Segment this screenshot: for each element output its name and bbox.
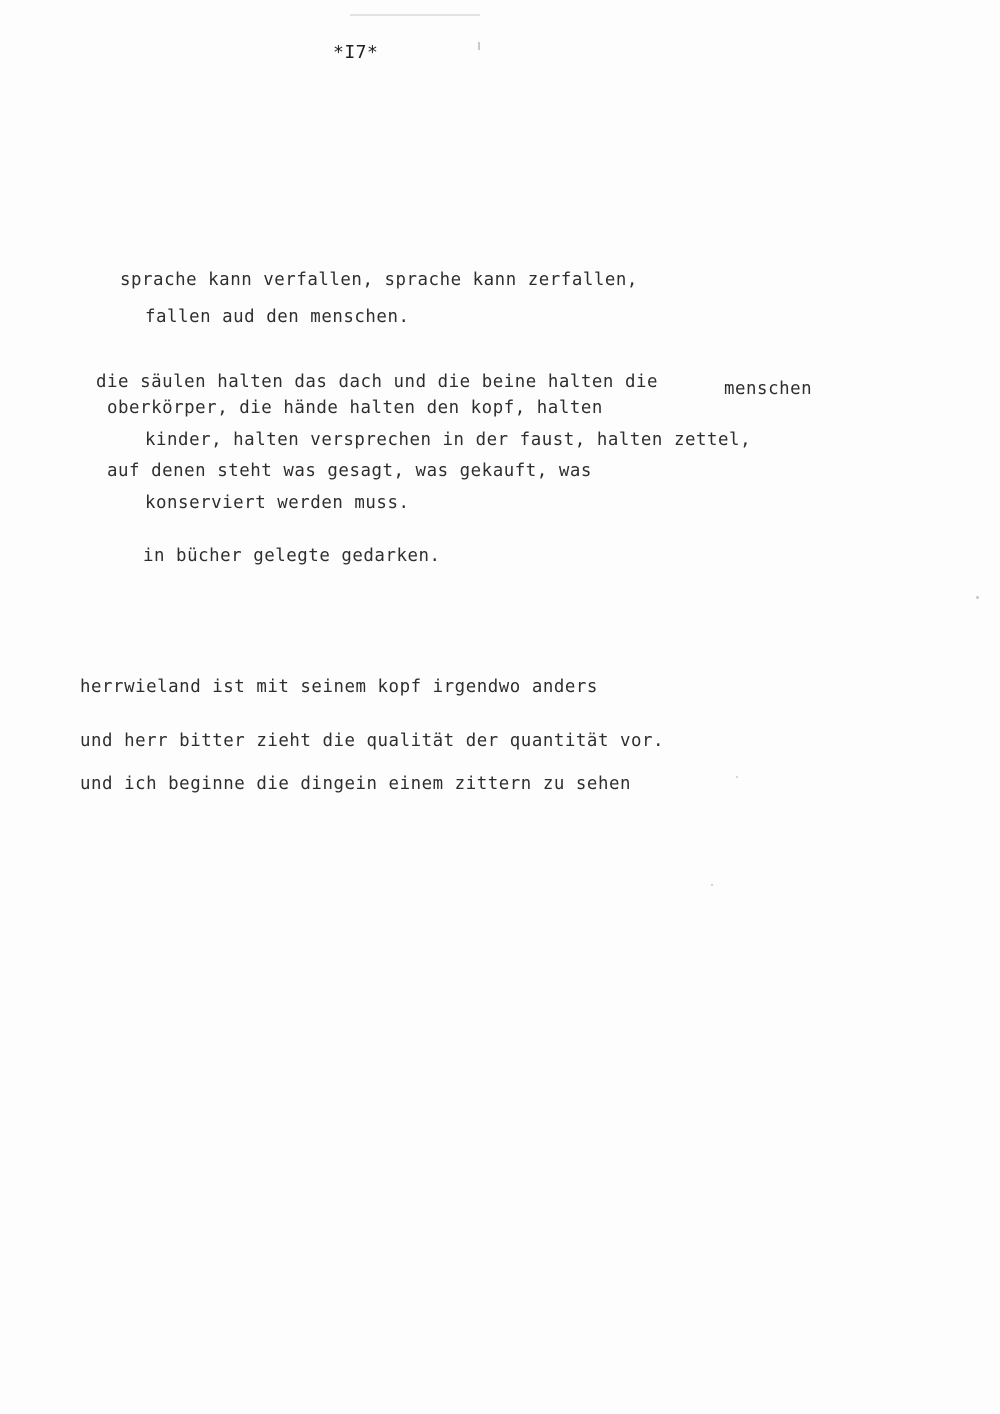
text-line: herrwieland ist mit seinem kopf irgendwo anders <box>80 677 598 697</box>
page-number: *I7* <box>333 42 379 63</box>
text-line: und herr bitter zieht die qualität der quantität vor. <box>80 731 665 751</box>
text-line: menschen <box>724 379 813 399</box>
text-line: und ich beginne die dingein einem zittern zu sehen <box>80 774 632 794</box>
text-line: die säulen halten das dach und die beine halten die <box>96 372 659 392</box>
scan-speck <box>711 884 713 886</box>
text-line: konserviert werden muss. <box>145 493 410 513</box>
scan-artifact-top <box>350 14 480 16</box>
text-line: fallen aud den menschen. <box>145 307 410 327</box>
scan-speck <box>736 776 738 778</box>
scan-speck <box>976 596 979 599</box>
text-line: kinder, halten versprechen in der faust, halten zettel, <box>145 430 752 450</box>
text-line: auf denen steht was gesagt, was gekauft, was <box>107 461 592 481</box>
text-line: in bücher gelegte gedarken. <box>143 546 441 566</box>
scan-speck <box>478 42 480 50</box>
text-line: oberkörper, die hände halten den kopf, halten <box>107 398 603 418</box>
text-line: sprache kann verfallen, sprache kann zerfallen, <box>120 270 638 290</box>
